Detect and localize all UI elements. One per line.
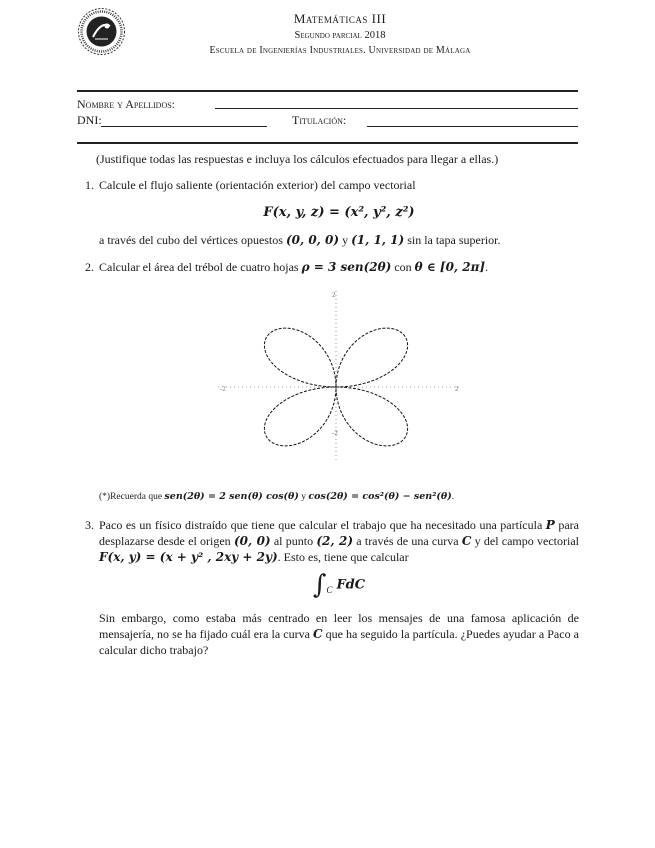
point-a: (0, 0, 0) [285, 233, 340, 247]
integral-sign: ∫ [312, 570, 327, 600]
text-span: y [298, 492, 309, 502]
text-span: Sin embargo, como estaba más centrado en leer los mensajes de una famosa aplicación de mensajería, no se ha fijado cuál era la curva [99, 611, 579, 641]
bottom-rule [77, 142, 578, 144]
question-number: 1. [85, 178, 94, 192]
name-field[interactable] [215, 108, 578, 109]
question-1-text-2 [99, 232, 579, 248]
point-b: (1, 1, 1) [351, 233, 405, 247]
identity-sin: sen(2θ) = 2 sen(θ) cos(θ) [164, 491, 299, 502]
university-seal-logo [77, 7, 126, 56]
text-span: . [485, 260, 489, 274]
question-number: 2. [85, 260, 94, 274]
name-label: Nombre y Apellidos: [77, 97, 176, 111]
origin-point: (0, 0) [233, 534, 271, 548]
question-number: 3. [85, 518, 94, 532]
vector-field-formula: F(x, y, z) = (x², y², z²) [263, 205, 415, 220]
text-span: . [451, 492, 455, 502]
target-point: (2, 2) [316, 534, 354, 548]
axis-tick: 2 [332, 291, 336, 299]
text-span: y [339, 233, 352, 247]
dni-label: DNI: [77, 113, 102, 127]
text-span: que ha seguido la partícula. ¿Puedes ayudar a Paco a calcular dicho trabajo? [99, 627, 579, 657]
particle-symbol: P [545, 518, 555, 532]
rose-curve-plot [210, 285, 470, 465]
question-1-text: Calcule el flujo saliente (orientación exterior) del campo vectorial [99, 178, 416, 192]
instructions-text: (Justifique todas las respuestas e incluya los cálculos efectuados para llegar a ellas.) [96, 152, 499, 166]
school-name: Escuela de Ingenierías Industriales. Universidad de Málaga [209, 45, 471, 56]
axes [218, 291, 462, 461]
question-2-hint [99, 491, 579, 502]
text-span: a través de una curva [353, 534, 462, 548]
rose-curve-formula: ρ = 3 sen(2θ) [301, 260, 392, 274]
integral-subscript: C [326, 584, 333, 595]
dni-field[interactable] [101, 126, 267, 127]
text-span: al punto [270, 534, 317, 548]
integral-body: FdC [336, 577, 366, 593]
axis-tick: -2 [332, 429, 338, 437]
degree-field[interactable] [367, 126, 578, 127]
question-3-paragraph-2 [99, 610, 579, 658]
text-span: . Esto es, tiene que calcular [277, 550, 409, 564]
top-rule [77, 90, 578, 92]
line-integral [99, 570, 579, 606]
exam-session-subtitle: Segundo parcial 2018 [294, 30, 386, 41]
text-span: con [391, 260, 415, 274]
text-span: (*)Recuerda que [99, 492, 165, 502]
text-span: a través del cubo del vértices opuestos [99, 233, 286, 247]
degree-label: Titulación: [292, 113, 347, 127]
text-span: para desplazarse desde el origen [99, 518, 579, 548]
text-span: Paco es un físico distraído que tiene que calcular el trabajo que ha necesitado una partícula [99, 518, 546, 532]
text-span: sin la tapa superior. [404, 233, 501, 247]
text-span: y del campo vectorial [471, 534, 579, 548]
question-2-text [99, 259, 579, 275]
curve-symbol: C [313, 627, 323, 641]
question-3-paragraph-1 [99, 517, 579, 565]
question-1-formula [99, 204, 579, 220]
curve-symbol: C [461, 534, 472, 548]
axis-tick: -2 [220, 385, 226, 393]
theta-range: θ ∈ [0, 2π] [414, 260, 486, 274]
text-span: Calcular el área del trébol de cuatro hojas [99, 260, 302, 274]
identity-cos: cos(2θ) = cos²(θ) − sen²(θ) [308, 491, 452, 502]
axis-tick: 2 [455, 385, 459, 393]
vector-field-2d: F(x, y) = (x + y² , 2xy + 2y) [99, 550, 278, 564]
exam-subject-title: Matemáticas III [293, 11, 387, 26]
